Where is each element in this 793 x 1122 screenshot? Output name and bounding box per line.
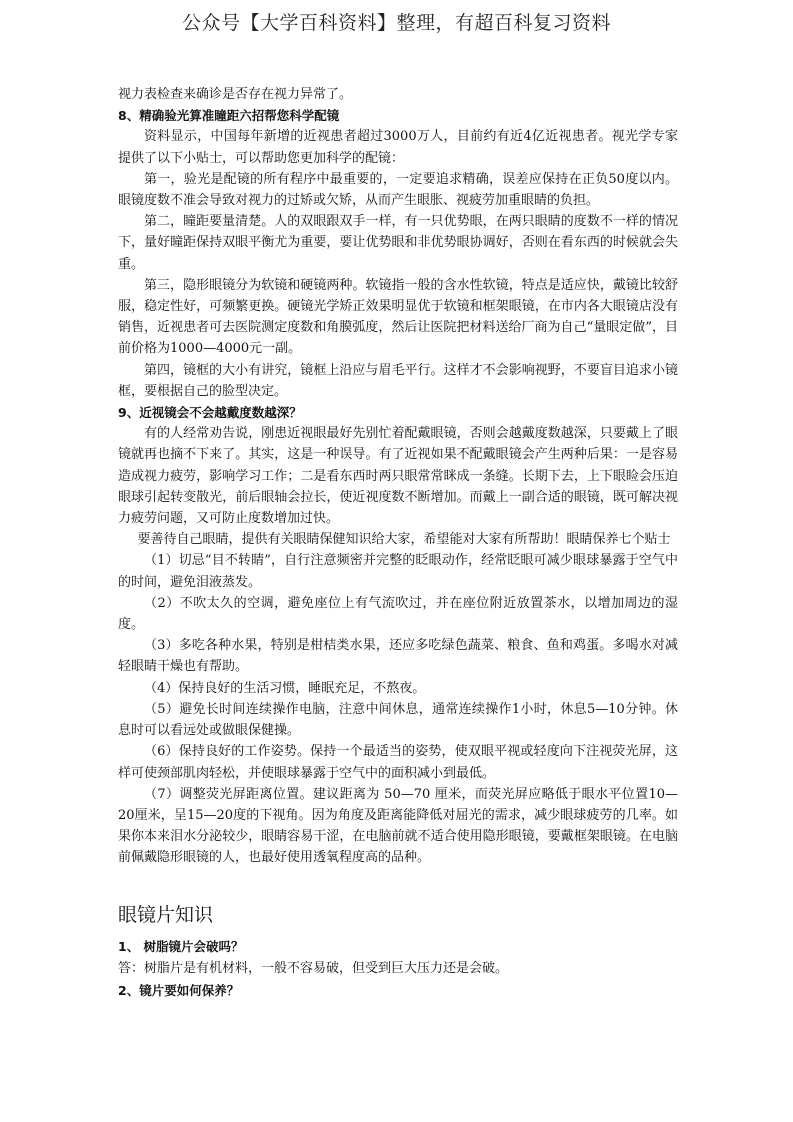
document-body: [118, 84, 678, 869]
paragraph: 第三，隐形眼镜分为软镜和硬镜两种。软镜指一般的含水性软镜，特点是适应快，戴镜比较舒服，稳定性好，可频繁更换。硬镜光学矫正效果明显优于软镜和框架眼镜，在市内各大眼镜店没有销售，近视患者可去医院测定度数和角膜弧度，然后让医院把材料送给厂商为自己“量眼定做”，目前价格为1000—4000元一副。: [118, 277, 678, 357]
tip-item: （1）切忌“目不转睛”，自行注意频密并完整的眨眼动作，经常眨眼可减少眼球暴露于空气中的时间，避免泪液蒸发。: [118, 553, 678, 590]
page-header: 公众号【大学百科资料】整理，有超百科复习资料: [181, 12, 611, 34]
faq-answer: 答：树脂片是有机材料，一般不容易破，但受到巨大压力还是会破。: [118, 961, 509, 976]
faq-list: [118, 936, 678, 1002]
tip-item: （6）保持良好的工作姿势。保持一个最适当的姿势，使双眼平视或轻度向下注视荧光屏，这样可使颈部肌肉轻松，并使眼球暴露于空气中的面积减小到最低。: [118, 744, 678, 781]
faq-question: 2、镜片要如何保养？: [118, 983, 240, 998]
paragraph: 要善待自己眼睛，提供有关眼睛保健知识给大家，希望能对大家有所帮助！眼睛保养七个贴士: [137, 532, 671, 548]
paragraph: 有的人经常劝告说，刚患近视眼最好先别忙着配戴眼镜，否则会越戴度数越深，只要戴上了眼镜就再也摘不下来了。其实，这是一种误导。有了近视如果不配戴眼镜会产生两种后果：一是容易造成视力疲劳，影响学习工作；二是看东西时两只眼常常眯成一条缝。长期下去，上下眼睑会压迫眼球引起转变散光，前后眼轴会拉长，使近视度数不断增加。而戴上一副合适的眼镜，既可解决视力疲劳问题，又可防止度数增加过快。: [118, 426, 678, 527]
faq-question: 1、 树脂镜片会破吗？: [118, 939, 244, 954]
tip-item: （2）不吹太久的空调，避免座位上有气流吹过，并在座位附近放置茶水，以增加周边的湿度。: [118, 595, 678, 633]
tip-item: （4）保持良好的生活习惯，睡眠充足，不熬夜。: [144, 680, 426, 696]
paragraph: 第二，瞳距要量清楚。人的双眼跟双手一样，有一只优势眼，在两只眼睛的度数不一样的情况下，量好瞳距保持双眼平衡尤为重要，要让优势眼和非优势眼协调好，否则在看东西的时候就会失重。: [118, 214, 678, 272]
heading-8: 8、精确验光算准瞳距六招帮您科学配镜: [118, 108, 340, 124]
paragraph: 第四，镜框的大小有讲究，镜框上沿应与眉毛平行。这样才不会影响视野，不要盲目追求小镜框，要根据自己的脸型决定。: [118, 362, 678, 399]
paragraph: 资料显示，中国每年新增的近视患者超过3000万人，目前约有近4亿近视患者。视光学专家提供了以下小贴士，可以帮助您更加科学的配镜：: [118, 129, 678, 166]
paragraph: 视力表检查来确诊是否存在视力异常了。: [118, 87, 353, 102]
tip-item: （3）多吃各种水果，特别是柑桔类水果，还应多吃绿色蔬菜、粮食、鱼和鸡蛋。多喝水对减轻眼睛干燥也有帮助。: [118, 638, 678, 675]
heading-9: 9、近视镜会不会越戴度数越深？: [118, 405, 302, 421]
paragraph: 第一，验光是配镜的所有程序中最重要的，一定要追求精确，误差应保持在正负50度以内。眼镜度数不准会导致对视力的过矫或欠矫，从而产生眼胀、视疲劳加重眼睛的负担。: [118, 171, 678, 209]
section-title: 眼镜片知识: [118, 904, 214, 926]
tip-item: （7）调整荧光屏距离位置。建议距离为 50—70 厘米，而荧光屏应略低于眼水平位置10—20厘米，呈15—20度的下视角。因为角度及距离能降低对屈光的需求，减少眼球疲劳的几率。如果你本来泪水分泌较少，眼睛容易干涩，在电脑前就不适合使用隐形眼镜，要戴框架眼镜。在电脑前佩戴隐形眼镜的人，也最好使用透氧程度高的品种。: [118, 786, 678, 866]
tip-item: （5）避免长时间连续操作电脑，注意中间休息，通常连续操作1小时，休息5—10分钟。休息时可以看远处或做眼保健操。: [118, 701, 678, 739]
